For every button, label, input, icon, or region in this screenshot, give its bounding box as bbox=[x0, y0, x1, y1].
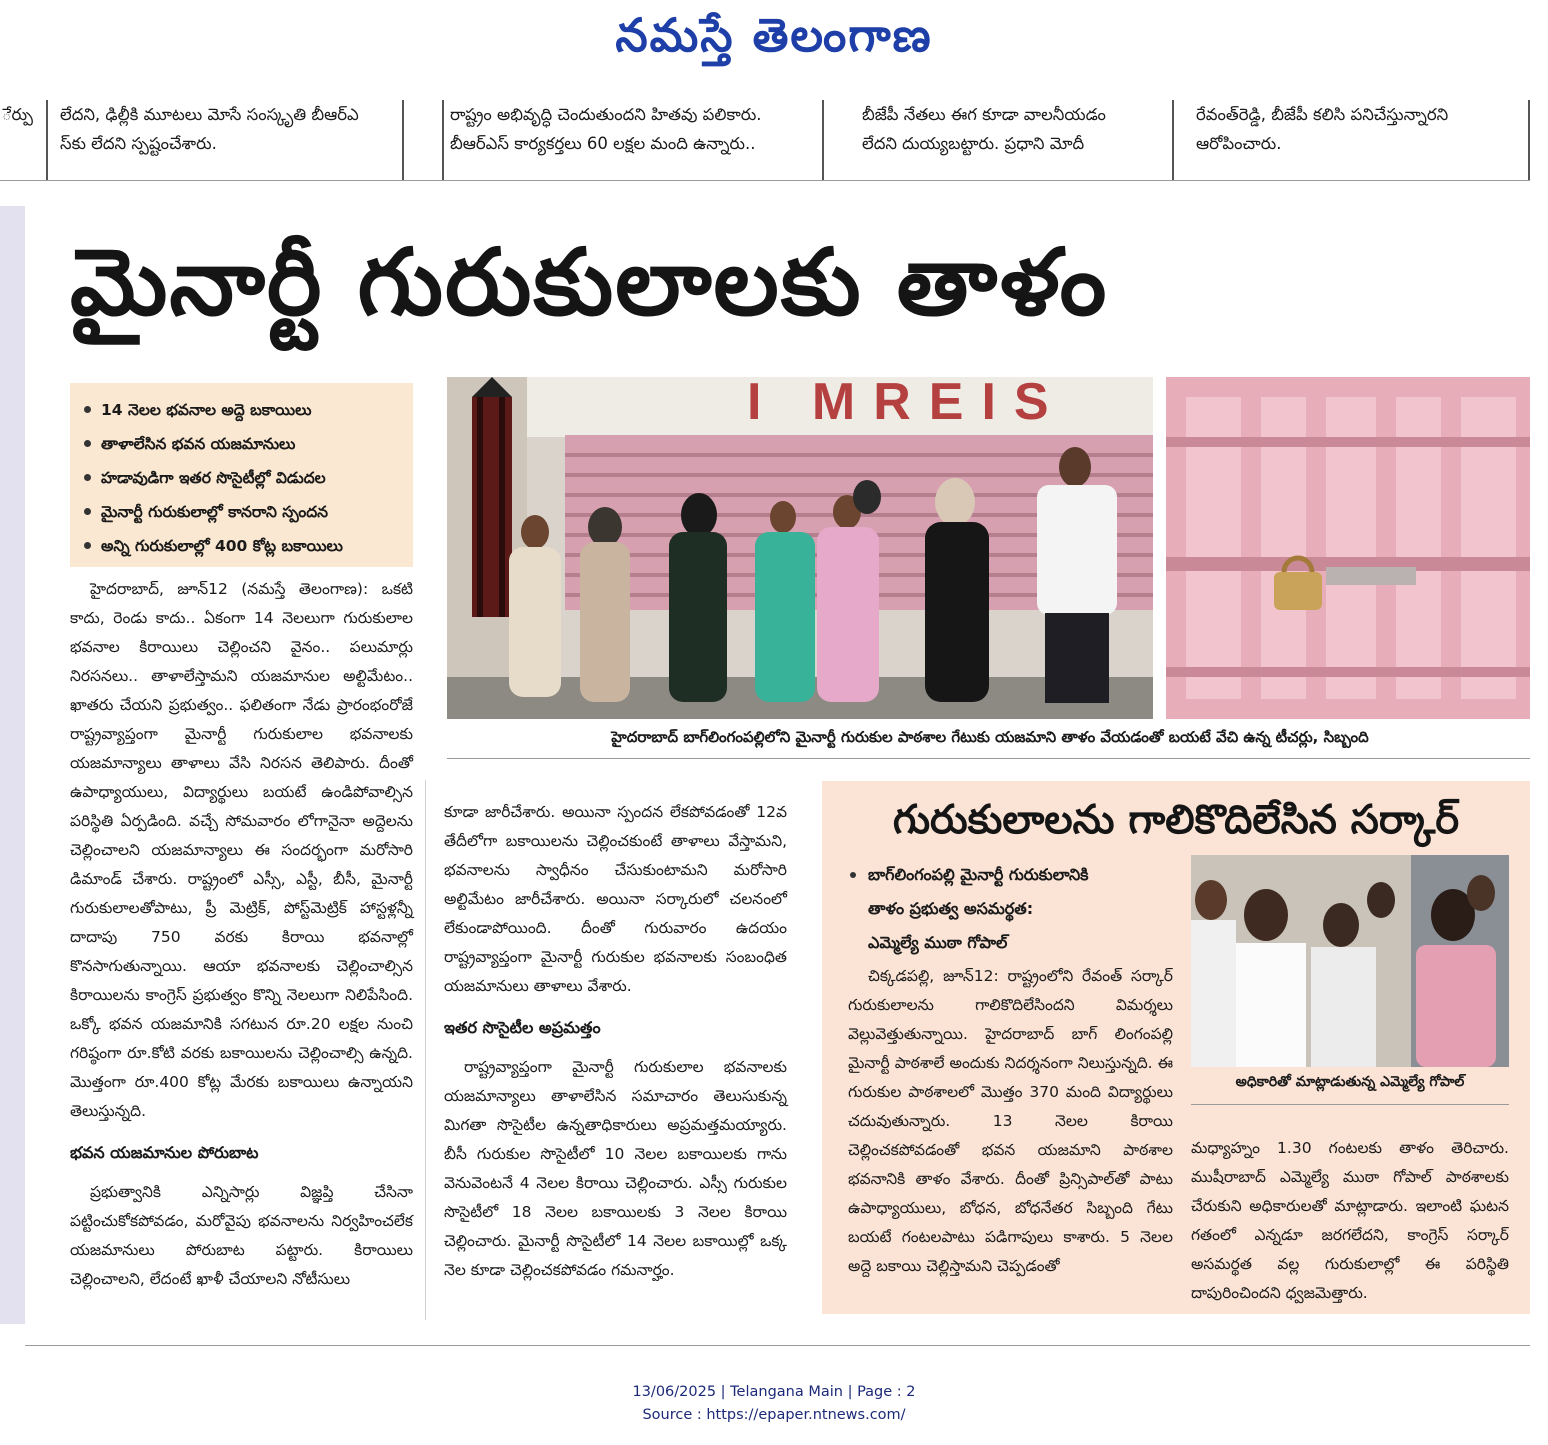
left-decor-bar bbox=[0, 206, 25, 1324]
highlights-box bbox=[70, 383, 413, 567]
bullet-icon bbox=[84, 440, 91, 447]
bullet-icon bbox=[84, 406, 91, 413]
bullet-icon bbox=[84, 542, 91, 549]
bullet-icon bbox=[850, 872, 856, 878]
svg-text:I MREIS: I MREIS bbox=[747, 377, 1067, 431]
strip-separator bbox=[1528, 100, 1530, 180]
article-paragraph: రాష్ట్రవ్యాప్తంగా మైనార్టీ గురుకులాల భవనాలకు యజమాన్యాలు తాళాలేసిన సమాచారం తెలుసుకున్న మిగతా సొసైటీల ఉన్నతాధికారులు అప్రమత్తమయ్యారు. బీసీ గురుకుల సొసైటీలో 10 నెలల బకాయిలకు గాను వెనువెంటనే 4 నెలల కిరాయి చెల్లించారు. ఎస్సీ గురుకుల సొసైటీలో 18 నెలల బకాయిలకు 3 నెలల కిరాయి చెల్లించారు. మైనార్టీ సొసైటీలో 14 నెలల బకాయిల్లో ఒక్క నెల కూడా చెల్లించకపోవడం గమనార్హం. bbox=[444, 1058, 787, 1279]
strip-separator bbox=[402, 100, 404, 180]
strip-column-3: బీజేపీ నేతలు ఈగ కూడా వాలనీయడం లేదని దుయ్యబట్టారు. ప్రధాని మోదీ bbox=[862, 105, 1106, 153]
strip-column-1: లేదని, ఢిల్లీకి మూటలు మోసే సంస్కృతి బీఆర్ఎ స్‌కు లేదని స్పష్టంచేశారు. bbox=[60, 105, 359, 153]
photo-locked-gate bbox=[1166, 377, 1530, 719]
bullet-icon bbox=[84, 474, 91, 481]
photo-caption: హైదరాబాద్ బాగ్‌లింగంపల్లిలోని మైనార్టీ గురుకుల పాఠశాల గేటుకు యజమాని తాళం వేయడంతో బయటే వేచి ఉన్న టీచర్లు, సిబ్బంది bbox=[611, 728, 1369, 746]
side-story-photo-caption: అధికారితో మాట్లాడుతున్న ఎమ్మెల్యే గోపాల్ bbox=[1235, 1074, 1465, 1090]
side-story-bullet: బాగ్‌లింగంపల్లి మైనార్టీ గురుకులానికి తాళం ప్రభుత్వ అసమర్థత: ఎమ్మెల్యే ముఠా గోపాల్ bbox=[850, 858, 1180, 960]
photo-mla-with-officer bbox=[1191, 855, 1509, 1067]
strip-divider bbox=[0, 180, 402, 181]
strip-divider bbox=[402, 180, 1530, 181]
masthead-logo: నమస్తే తెలంగాణ bbox=[615, 8, 933, 62]
article-paragraph: హైదరాబాద్, జూన్12 (నమస్తే తెలంగాణ): ఒకటి కాదు, రెండు కాదు.. ఏకంగా 14 నెలలుగా గురుకులాల భవనాల కిరాయిలు చెల్లించని వైనం.. పలుమార్లు నిరసనలు.. తాళాలేస్తామని యజమానుల అల్టిమేటం.. ఖాతరు చేయని ప్రభుత్వం.. ఫలితంగా నేడు ప్రారంభంరోజే రాష్ట్రవ్యాప్తంగా మైనార్టీ గురుకులాల భవనాలకు యజమాన్యాలు తాళాలు వేసి నిరసన తెలిపారు. దీంతో ఉపాధ్యాయులు, విద్యార్థులు బయటే ఉండిపోవాల్సిన పరిస్థితి ఏర్పడింది. వచ్చే సోమవారం లోగానైనా అద్దెలను చెల్లించాలని యజమాన్యాలు ఈ సందర్భంగా మరోసారి డిమాండ్ చేశారు. రాష్ట్రంలో ఎస్సీ, ఎస్టీ, బీసీ, మైనార్టీ గురుకులాలతోపాటు, ప్రీ మెట్రిక్, పోస్ట్‌మెట్రిక్ హాస్టళ్లన్నీ దాదాపు 750 వరకు కిరాయి భవనాల్లో కొనసాగుతున్నాయి. ఆయా భవనాలకు చెల్లించాల్సిన కిరాయిలను కాంగ్రెస్ ప్రభుత్వం కొన్ని నెలలుగా నిలిపేసింది. ఒక్కో భవన యజమానికి సగటున రూ.20 లక్షల నుంచి గరిష్ఠంగా రూ.కోటి వరకు బకాయిలను చెల్లించాల్సి ఉన్నది. మొత్తంగా రూ.400 కోట్ల మేరకు బకాయిలు ఉన్నాయని తెలుస్తున్నది. bbox=[70, 580, 413, 1120]
side-story-column-2 bbox=[1191, 1134, 1509, 1308]
footer-date-edition: 13/06/2025 | Telangana Main | Page : 2 bbox=[632, 1384, 916, 1400]
side-story-column-1 bbox=[848, 962, 1173, 1281]
page-bottom-rule bbox=[25, 1345, 1530, 1346]
article-column-1 bbox=[70, 575, 413, 1294]
article-paragraph: మధ్యాహ్నం 1.30 గంటలకు తాళం తెరిచారు. ముషీరాబాద్ ఎమ్మెల్యే ముఠా గోపాల్ పాఠశాలకు చేరుకుని అధికారులతో మాట్లాడారు. ఇలాంటి ఘటన గతంలో ఎన్నడూ జరగలేదని, కాంగ్రెస్ సర్కార్ అసమర్థత వల్ల గురుకులాల్లో ఈ పరిస్థితి దాపురించిందని ధ్వజమెత్తారు. bbox=[1191, 1139, 1509, 1302]
bullet-icon bbox=[84, 508, 91, 515]
footer-source: Source : https://epaper.ntnews.com/ bbox=[642, 1407, 906, 1423]
side-story-title: గురుకులాలను గాలికొదిలేసిన సర్కార్ bbox=[892, 797, 1460, 843]
highlight-item: హడావుడిగా ఇతర సొసైటీల్లో విడుదల bbox=[80, 461, 413, 495]
article-subheading: ఇతర సొసైటీల అప్రమత్తం bbox=[444, 1018, 601, 1037]
strip-separator bbox=[1172, 100, 1174, 180]
strip-column-4: రేవంత్‌రెడ్డి, బీజేపీ కలిసి పనిచేస్తున్నారని ఆరోపించారు. bbox=[1196, 105, 1449, 153]
column-divider bbox=[425, 780, 426, 1320]
highlight-item: తాళాలేసిన భవన యజమానులు bbox=[80, 427, 413, 461]
article-paragraph: ప్రభుత్వానికి ఎన్నిసార్లు విజ్ఞప్తి చేసినా పట్టించుకోకపోవడం, మరోవైపు భవనాలను నిర్వహించలేక యజమానులు పోరుబాట పట్టారు. కిరాయిలు చెల్లించాలని, లేదంటే ఖాళీ చేయాలని నోటీసులు bbox=[70, 1183, 413, 1288]
highlight-item: అన్ని గురుకులాల్లో 400 కోట్ల బకాయిలు bbox=[80, 529, 413, 563]
article-subheading: భవన యజమానుల పోరుబాట bbox=[70, 1143, 259, 1162]
strip-separator bbox=[822, 100, 824, 180]
caption-rule bbox=[1191, 1104, 1509, 1105]
article-paragraph: కూడా జారీచేశారు. అయినా స్పందన లేకపోవడంతో 12వ తేదీలోగా బకాయిలను చెల్లించకుంటే తాళాలు వేస్తామని, భవనాలను స్వాధీనం చేసుకుంటామని మరోసారి అల్టిమేటం జారీచేశారు. అయినా సర్కారులో చలనంలో లేకుండాపోయింది. దీంతో గురువారం ఉదయం రాష్ట్రవ్యాప్తంగా మైనార్టీ గురుకుల భవనాలకు సంబంధిత యజమానులు తాళాలు వేశారు. bbox=[444, 803, 787, 995]
highlight-item: మైనార్టీ గురుకులాల్లో కానరాని స్పందన bbox=[80, 495, 413, 529]
caption-rule bbox=[447, 758, 1530, 759]
photo-school-gate-staff bbox=[447, 377, 1153, 719]
strip-separator bbox=[46, 100, 48, 180]
strip-separator bbox=[442, 100, 444, 180]
article-column-2 bbox=[444, 798, 787, 1285]
headline: మైనార్టీ గురుకులాలకు తాళం bbox=[70, 229, 1109, 336]
article-paragraph: చిక్కడపల్లి, జూన్12: రాష్ట్రంలోని రేవంత్ సర్కార్ గురుకులాలను గాలికొదిలేసిందని విమర్శలు వెల్లువెత్తుతున్నాయి. హైదరాబాద్ బాగ్ లింగంపల్లి మైనార్టీ పాఠశాలే అందుకు నిదర్శనంగా నిలుస్తున్నది. ఈ గురుకుల పాఠశాలలో మొత్తం 370 మంది విద్యార్థులు చదువుతున్నారు. 13 నెలల కిరాయి చెల్లించకపోవడంతో భవన యజమాని పాఠశాల భవనానికి తాళం వేశారు. దీంతో ప్రిన్సిపాల్‌తో పాటు ఉపాధ్యాయులు, బోధన, బోధనేతర సిబ్బంది గేటు బయటే గంటలపాటు పడిగాపులు కాశారు. 5 నెలల అద్దె బకాయి చెల్లిస్తామని చెప్పడంతో bbox=[848, 967, 1173, 1275]
strip-column-0: ేర్పు bbox=[2, 105, 34, 124]
highlight-item: 14 నెలల భవనాల అద్దె బకాయిలు bbox=[80, 393, 413, 427]
strip-column-2: రాష్ట్రం అభివృద్ధి చెందుతుందని హితవు పలికారు. బీఆర్ఎస్ కార్యకర్తలు 60 లక్షల మంది ఉన్నారు.. bbox=[450, 105, 762, 153]
